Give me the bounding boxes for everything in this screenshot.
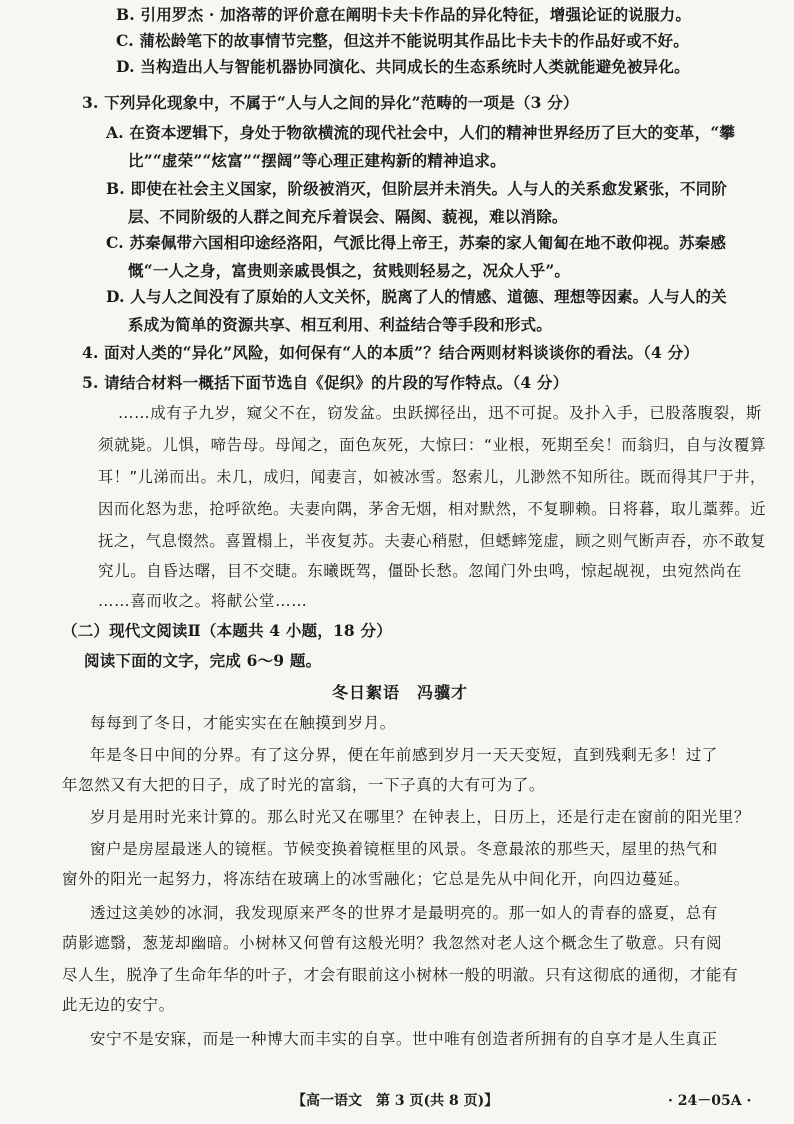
q2-option-c: C. 蒲松龄笔下的故事情节完整，但这并不能说明其作品比卡夫卡的作品好或不好。 [116, 31, 689, 50]
section-instruction: 阅读下面的文字，完成 6～9 题。 [84, 651, 322, 670]
q3-option-a-line2: 比”“虚荣”“炫富”“摆阔”等心理正建构新的精神追求。 [128, 151, 506, 170]
q3-option-b-line1: B. 即使在社会主义国家，阶级被消灭，但阶层并未消失。人与人的关系愈发紧张，不同阶 [106, 179, 728, 198]
essay-line-10: 此无边的安宁。 [62, 996, 175, 1014]
essay-line-4: 岁月是用时光来计算的。那么时光又在哪里？在钟表上，日历上，还是行走在窗前的阳光里？ [90, 808, 751, 826]
excerpt-line-3: 耳！”儿涕而出。未几，成归，闻妻言，如被冰雪。怒索儿，儿渺然不知所往。既而得其尸于井， [98, 468, 766, 486]
essay-line-1: 每每到了冬日，才能实实在在触摸到岁月。 [90, 714, 396, 732]
essay-line-8: 荫影遮翳，葱茏却幽暗。小树林又何曾有这般光明？我忽然对老人这个概念生了敬意。只有阅 [62, 934, 723, 952]
excerpt-line-7: ……喜而收之。将献公堂…… [98, 592, 308, 610]
essay-line-2: 年是冬日中间的分界。有了这分界，便在年前感到岁月一天天变短，直到残剩无多！过了 [90, 746, 718, 764]
excerpt-line-5: 抚之，气息惙然。喜置榻上，半夜复苏。夫妻心稍慰，但蟋蟀笼虚，顾之则气断声吞，亦不敢复 [98, 532, 767, 550]
q4-stem: 4. 面对人类的“异化”风险，如何保有“人的本质”？结合两则材料谈谈你的看法。（4 分） [82, 343, 699, 362]
excerpt-line-2: 须就毙。儿惧，啼告母。母闻之，面色灰死，大惊曰：“业根，死期至矣！而翁归，自与汝覆算 [98, 436, 767, 454]
essay-line-7: 透过这美妙的冰洞，我发现原来严冬的世界才是最明亮的。那一如人的青春的盛夏，总有 [90, 904, 718, 922]
excerpt-line-4: 因而化怒为悲，抢呼欲绝。夫妻向隅，茅舍无烟，相对默然，不复聊赖。日将暮，取儿藁葬。近 [98, 500, 767, 518]
essay-title: 冬日絮语 冯骥才 [332, 683, 469, 702]
page-code: · 24－05A · [668, 1093, 752, 1109]
section-heading: （二）现代文阅读Ⅱ（本题共 4 小题，18 分） [62, 621, 392, 640]
excerpt-line-6: 究儿。自昏达曙，目不交睫。东曦既驾，僵卧长愁。忽闻门外虫鸣，惊起觇视，虫宛然尚在 [98, 562, 743, 580]
q3-option-d-line1: D. 人与人之间没有了原始的人文关怀，脱离了人的情感、道德、理想等因素。人与人的关 [106, 287, 727, 306]
q3-option-c-line2: 慨“一人之身，富贵则亲戚畏惧之，贫贱则轻易之，况众人乎”。 [128, 261, 571, 280]
excerpt-line-1: ……成有子九岁，窥父不在，窃发盆。虫跃掷径出，迅不可捉。及扑入手，已股落腹裂，斯 [118, 404, 763, 422]
essay-line-9: 尽人生，脱净了生命年华的叶子，才会有眼前这小树林一般的明澈。只有这彻底的通彻，才能有 [62, 966, 739, 984]
q3-option-b-line2: 层、不同阶级的人群之间充斥着误会、隔阂、藐视，难以消除。 [128, 207, 568, 226]
q3-option-c-line1: C. 苏秦佩带六国相印途经洛阳，气派比得上帝王，苏秦的家人匍匐在地不敢仰视。苏秦感 [106, 233, 727, 252]
essay-line-3: 年忽然又有大把的日子，成了时光的富翁，一下子真的大有可为了。 [62, 776, 546, 794]
essay-line-5: 窗户是房屋最迷人的镜框。节候变换着镜框里的风景。冬意最浓的那些天，屋里的热气和 [90, 840, 718, 858]
q5-stem: 5. 请结合材料一概括下面节选自《促织》的片段的写作特点。（4 分） [82, 373, 569, 392]
page-footer: 【高一语文 第 3 页(共 8 页)】 [292, 1093, 499, 1109]
q3-option-d-line2: 系成为简单的资源共享、相互利用、利益结合等手段和形式。 [128, 315, 552, 334]
q2-option-b: B. 引用罗杰 · 加洛蒂的评价意在阐明卡夫卡作品的异化特征，增强论证的说服力。 [116, 5, 692, 24]
essay-line-6: 窗外的阳光一起努力，将冻结在玻璃上的冰雪融化；它总是先从中间化开，向四边蔓延。 [62, 870, 690, 888]
essay-line-11: 安宁不是安寐，而是一种博大而丰实的自享。世中唯有创造者所拥有的自享才是人生真正 [90, 1030, 718, 1048]
q3-stem: 3. 下列异化现象中，不属于“人与人之间的异化”范畴的一项是（3 分） [82, 93, 579, 112]
q3-option-a-line1: A. 在资本逻辑下，身处于物欲横流的现代社会中，人们的精神世界经历了巨大的变革，“攀 [106, 123, 736, 142]
q2-option-d: D. 当构造出人与智能机器协同演化、共同成长的生态系统时人类就能避免被异化。 [116, 57, 690, 76]
